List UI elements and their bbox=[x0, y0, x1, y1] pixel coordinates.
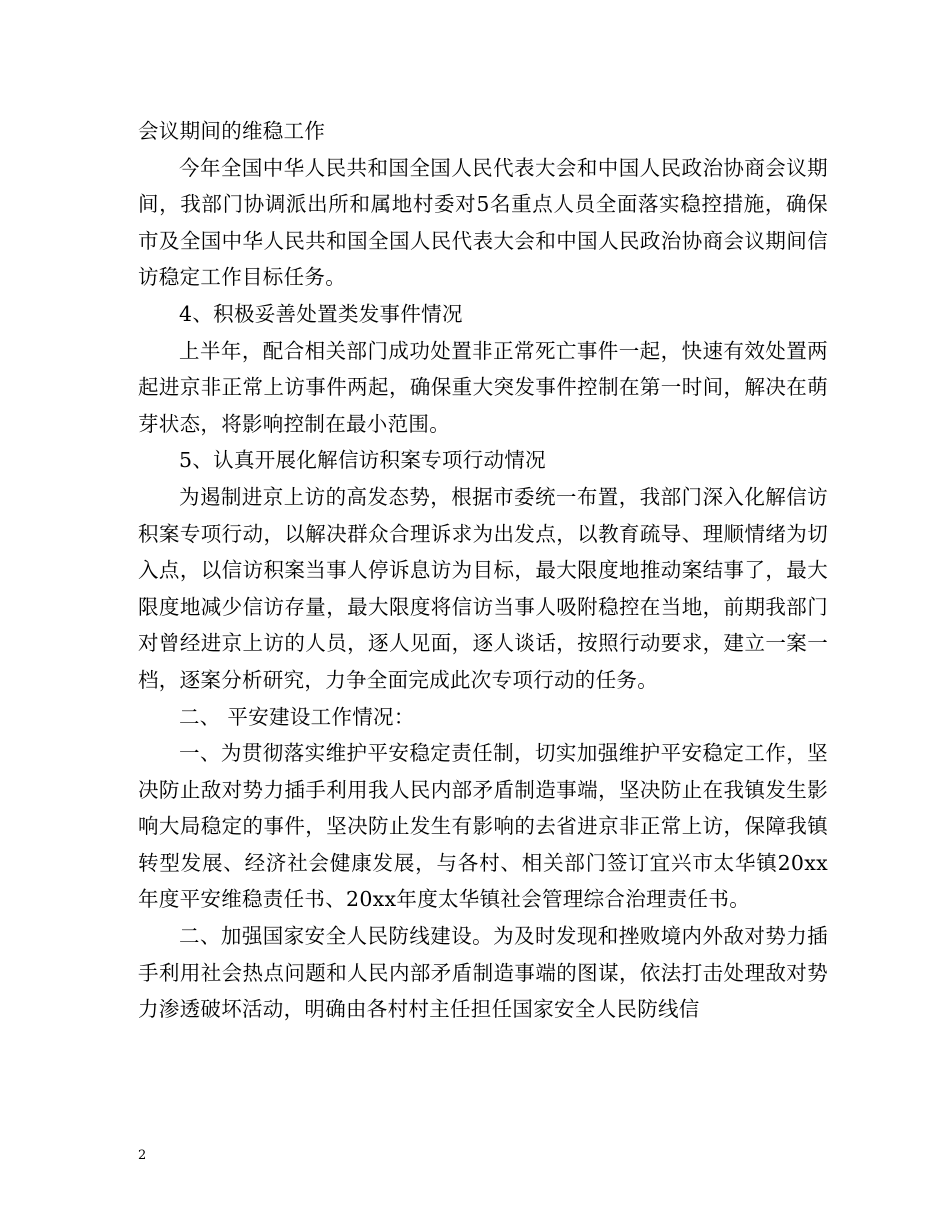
document-body bbox=[138, 113, 828, 1028]
section-heading-5: 5、认真开展化解信访积案专项行动情况 bbox=[179, 448, 546, 473]
section-heading-two: 二、 平安建设工作情况： bbox=[179, 704, 415, 729]
paragraph-6: 二、加强国家安全人民防线建设。为及时发现和挫败境内外敌对势力插手利用社会热点问题和人民内部矛盾制造事端的图谋，依法打击处理敌对势力渗透破坏活动，明确由各村村主任担任国家安全人民防线信 bbox=[138, 924, 828, 1022]
page-number: 2 bbox=[138, 1148, 147, 1163]
paragraph-3: 上半年，配合相关部门成功处置非正常死亡事件一起，快速有效处置两起进京非正常上访事件两起，确保重大突发事件控制在第一时间，解决在萌芽状态，将影响控制在最小范围。 bbox=[138, 338, 828, 436]
paragraph-2: 今年全国中华人民共和国全国人民代表大会和中国人民政治协商会议期间，我部门协调派出所和属地村委对5名重点人员全面落实稳控措施，确保市及全国中华人民共和国全国人民代表大会和中国人民政治协商会议期间信访稳定工作目标任务。 bbox=[138, 155, 828, 290]
paragraph-5: 一、为贯彻落实维护平安稳定责任制，切实加强维护平安稳定工作，坚决防止敌对势力插手利用我人民内部矛盾制造事端，坚决防止在我镇发生影响大局稳定的事件，坚决防止发生有影响的去省进京非正常上访，保障我镇转型发展、经济社会健康发展，与各村、相关部门签订宜兴市太华镇20xx年度平安维稳责任书、20xx年度太华镇社会管理综合治理责任书。 bbox=[138, 741, 828, 912]
section-heading-4: 4、积极妥善处置类发事件情况 bbox=[179, 301, 463, 326]
paragraph-1: 会议期间的维稳工作 bbox=[138, 119, 326, 143]
paragraph-4: 为遏制进京上访的高发态势，根据市委统一布置，我部门深入化解信访积案专项行动，以解决群众合理诉求为出发点，以教育疏导、理顺情绪为切入点，以信访积案当事人停诉息访为目标，最大限度地推动案结事了，最大限度地减少信访存量，最大限度将信访当事人吸附稳控在当地，前期我部门对曾经进京上访的人员，逐人见面，逐人谈话，按照行动要求，建立一案一档，逐案分析研究，力争全面完成此次专项行动的任务。 bbox=[138, 484, 828, 692]
